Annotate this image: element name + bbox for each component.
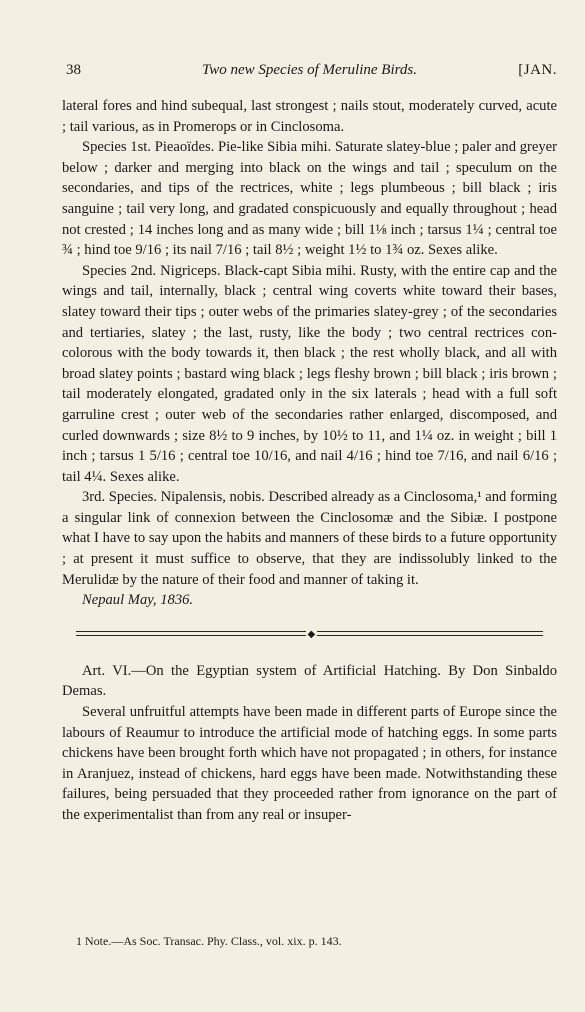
paragraph-species-3: 3rd. Species. Nipalensis, nobis. Described already as a Cinclosoma,¹ and forming a singular link of connexion between the Cinclosomæ and the Sibiæ. I postpone what I have to say upon the habits and manners of these birds to a future opportunity ; at present it must suffice to observe, that they are indissolubly linked to the Merulidæ by the nature of their food and manner of taking it. (62, 489, 557, 588)
running-title: Two new Species of Meruline Birds. (202, 62, 417, 78)
divider-ornament: ◆ (306, 625, 318, 646)
signoff-date: Nepaul May, 1836. (82, 592, 194, 609)
page-header (62, 62, 557, 86)
article-title: Art. VI.—On the Egyptian system of Artificial Hatching. By Don Sinbaldo Demas. (62, 662, 557, 700)
paragraph-species-1: Species 1st. Pieaoïdes. Pie-like Sibia mihi. Saturate slatey-blue ; paler and greyer below ; darker and merging into black on the wings and tail ; speculum on the secondaries, and tips of the rectrices, white ; legs plumbeous ; bill black ; iris sanguine ; tail very long, and gradated conspicuously and equally throughout ; head not crested ; 14 inches long and as many wide ; bill 1⅛ inch ; tarsus 1¼ ; central toe ¾ ; hind toe 9/16 ; its nail 7/16 ; tail 8½ ; weight 1½ to 1¾ oz. Sexes alike. (62, 139, 557, 259)
header-date: [JAN. (518, 62, 557, 78)
section-divider (62, 628, 557, 640)
page-number: 38 (66, 62, 81, 78)
page-body (62, 96, 557, 826)
paragraph-species-2: Species 2nd. Nigriceps. Black-capt Sibia mihi. Rusty, with the entire cap and the wings and tail, internally, black ; central wing coverts white toward their bases, slatey toward their tips ; outer webs of the primaries slatey-grey ; of the secondaries and tertiaries, slatey ; the last, rusty, like the body ; two central rectrices con-colorous with the body towards it, then black ; the rest wholly black, and all with broad slatey points ; bastard wing black ; legs fleshy brown ; bill black ; iris brown ; tail moderately elongated, gradated only in the six laterals ; head with a full soft garruline crest ; outer web of the secondaries rather enlarged, discomposed, and curled downwards ; size 8½ to 9 inches, by 10½ to 11, and 1¼ oz. in weight ; bill 1 inch ; tarsus 1 5/16 ; central toe 10/16, and nail 4/16 ; hind toe 7/16, and nail 6/16 ; tail 4¼. Sexes alike. (62, 262, 557, 485)
footnote: 1 Note.—As Soc. Transac. Phy. Class., vol. xix. p. 143. (76, 934, 342, 948)
paragraph-article-intro: Several unfruitful attempts have been made in different parts of Europe since the labours of Reaumur to introduce the artificial mode of hatching eggs. In some parts chickens have been brought forth which have not propagated ; in others, for instance in Aranjuez, instead of chickens, hard eggs have been made. Notwithstanding these failures, being persuaded that they proceeded rather from ignorance on the part of the experimentalist than from any real or insuper- (62, 704, 557, 823)
paragraph-continuation: lateral fores and hind subequal, last strongest ; nails stout, moderately curved, acute ; tail various, as in Promerops or in Cinclosoma. (62, 98, 557, 135)
